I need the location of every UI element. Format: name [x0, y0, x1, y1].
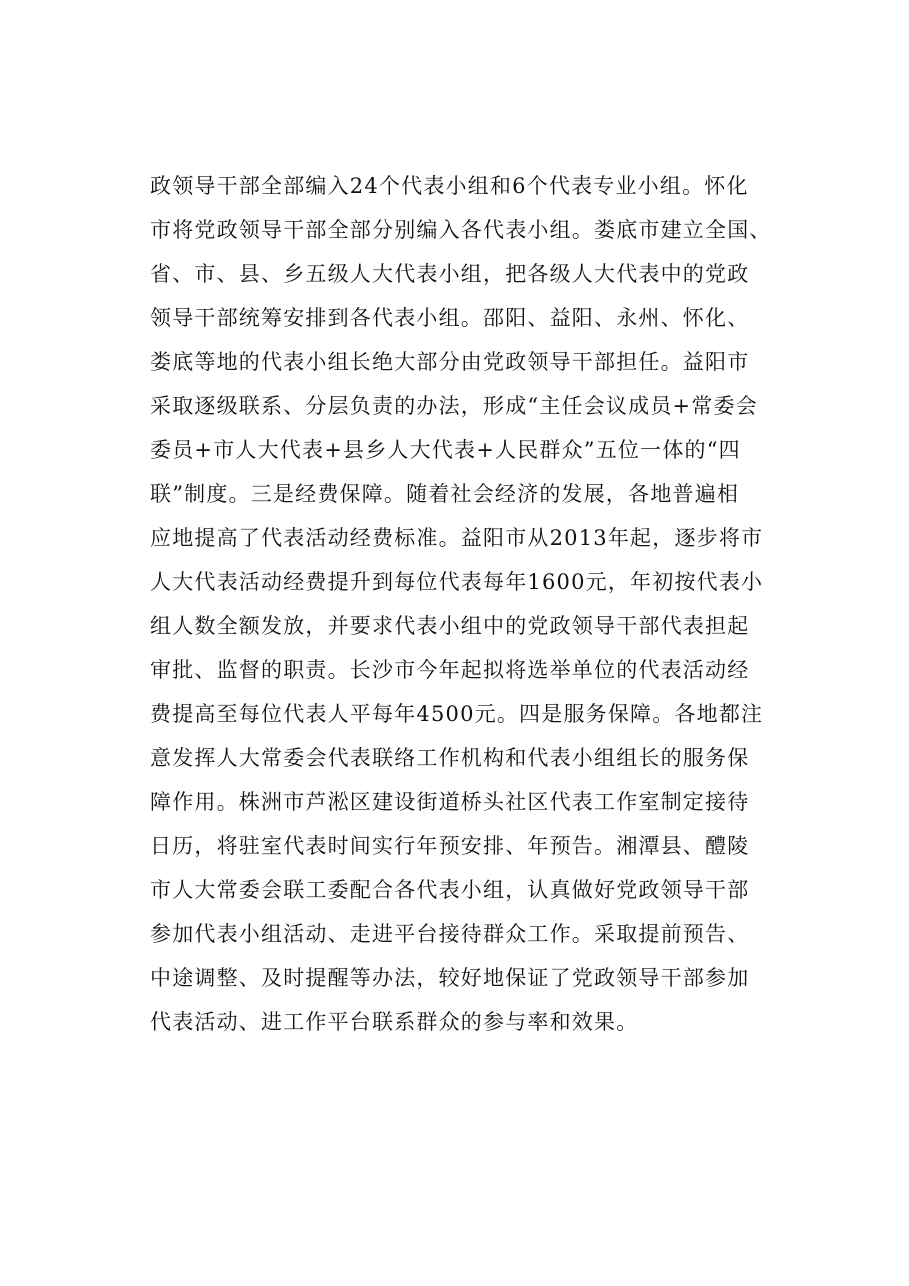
text-line: 人大代表活动经费提升到每位代表每年1600元，年初按代表小 — [150, 570, 764, 594]
text-line: 障作用。株洲市芦淞区建设街道桥头社区代表工作室制定接待 — [150, 790, 750, 814]
text-line: 参加代表小组活动、走进平台接待群众工作。采取提前预告、 — [150, 922, 750, 946]
text-line: 联”制度。三是经费保障。随着社会经济的发展，各地普遍相 — [150, 482, 740, 506]
text-line: 应地提高了代表活动经费标准。益阳市从2013年起，逐步将市 — [150, 526, 764, 550]
text-line: 省、市、县、乡五级人大代表小组，把各级人大代表中的党政 — [150, 262, 750, 286]
body-paragraph — [150, 164, 850, 1044]
text-line: 市将党政领导干部全部分别编入各代表小组。娄底市建立全国、 — [150, 218, 772, 242]
text-line: 费提高至每位代表人平每年4500元。四是服务保障。各地都注 — [150, 702, 764, 726]
text-line: 审批、监督的职责。长沙市今年起拟将选举单位的代表活动经 — [150, 658, 750, 682]
text-line: 采取逐级联系、分层负责的办法，形成“主任会议成员+常委会 — [150, 394, 758, 418]
text-line: 意发挥人大常委会代表联络工作机构和代表小组组长的服务保 — [150, 746, 750, 770]
text-line: 政领导干部全部编入24个代表小组和6个代表专业小组。怀化 — [150, 174, 749, 198]
text-line: 中途调整、及时提醒等办法，较好地保证了党政领导干部参加 — [150, 966, 750, 990]
text-line: 日历，将驻室代表时间实行年预安排、年预告。湘潭县、醴陵 — [150, 834, 750, 858]
text-line: 市人大常委会联工委配合各代表小组，认真做好党政领导干部 — [150, 878, 750, 902]
text-line: 娄底等地的代表小组长绝大部分由党政领导干部担任。益阳市 — [150, 350, 750, 374]
text-line: 领导干部统筹安排到各代表小组。邵阳、益阳、永州、怀化、 — [150, 306, 750, 330]
text-line: 委员+市人大代表+县乡人大代表+人民群众”五位一体的“四 — [150, 438, 741, 462]
text-line: 代表活动、进工作平台联系群众的参与率和效果。 — [150, 1010, 639, 1034]
text-line: 组人数全额发放，并要求代表小组中的党政领导干部代表担起 — [150, 614, 750, 638]
